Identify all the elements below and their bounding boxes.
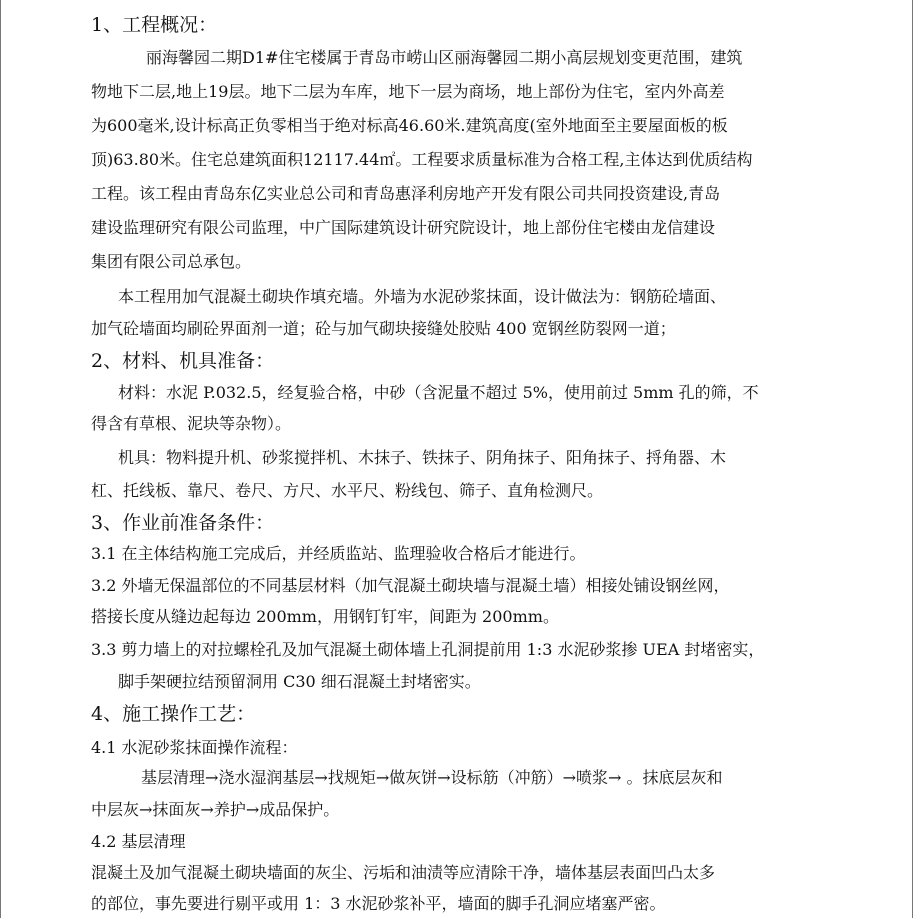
section-1-line-2: 物地下二层,地上19层。地下二层为车库，地下一层为商场，地上部份为住宅，室内外高差: [91, 82, 725, 101]
section-3-line-2: 3.2 外墙无保温部位的不同基层材料（加气混凝土砌块墙与混凝土墙）相接处铺设钢丝网，: [91, 576, 730, 595]
section-4-line-4: 4.2 基层清理: [91, 832, 186, 851]
section-1-line-7: 集团有限公司总承包。: [91, 252, 252, 271]
section-4-heading: 4、施工操作工艺：: [91, 703, 256, 725]
section-1-line-1: 丽海馨园二期D1#住宅楼属于青岛市崂山区丽海馨园二期小高层规划变更范围，建筑: [146, 48, 743, 67]
section-2-heading: 2、材料、机具准备：: [91, 350, 275, 372]
section-4-line-2: 基层清理→浇水湿润基层→找规矩→做灰饼→设标筋（冲筋）→喷浆→ 。抹底层灰和: [141, 768, 723, 787]
section-2-line-4: 杠、托线板、靠尺、卷尺、方尺、水平尺、粉线包、筛子、直角检测尺。: [91, 481, 604, 500]
section-1-line-9: 加气砼墙面均刷砼界面剂一道；砼与加气砌块接缝处胶贴 400 宽钢丝防裂网一道；: [91, 319, 676, 338]
section-1-line-4: 顶)63.80米。住宅总建筑面积12117.44㎡。工程要求质量标准为合格工程,主体达到优质结构: [91, 150, 753, 169]
section-4-line-5: 混凝土及加气混凝土砌块墙面的灰尘、污垢和油渍等应清除干净，墙体基层表面凹凸太多: [91, 863, 716, 882]
section-2-line-1: 材料：水泥 P.032.5，经复验合格，中砂（含泥量不超过 5%，使用前过 5mm 孔的筛，不: [118, 383, 759, 402]
section-1-line-8: 本工程用加气混凝土砌块作填充墙。外墙为水泥砂浆抹面，设计做法为：钢筋砼墙面、: [118, 287, 727, 306]
section-4-line-3: 中层灰→抹面灰→养护→成品保护。: [91, 800, 340, 819]
section-3-line-5: 脚手架硬拉结预留洞用 C30 细石混凝土封堵密实。: [118, 672, 481, 691]
section-1-line-3: 为600毫米,设计标高正负零相当于绝对标高46.60米.建筑高度(室外地面至主要屋面板的板: [91, 116, 728, 135]
section-3-line-3: 搭接长度从缝边起每边 200mm，用钢钉钉牢，间距为 200mm。: [91, 607, 559, 626]
section-3-line-4: 3.3 剪力墙上的对拉螺栓孔及加气混凝土砌体墙上孔洞提前用 1:3 水泥砂浆掺 UEA 封堵密实，: [91, 640, 765, 659]
section-2-line-2: 得含有草根、泥块等杂物）。: [91, 414, 292, 433]
section-1-heading: 1、工程概况：: [91, 14, 218, 36]
section-3-heading: 3、作业前准备条件：: [91, 512, 275, 534]
section-4-line-6: 的部位，事先要进行剔平或用 1：3 水泥砂浆补平，墙面的脚手孔洞应堵塞严密。: [91, 894, 666, 913]
section-3-line-1: 3.1 在主体结构施工完成后，并经质监站、监理验收合格后才能进行。: [91, 544, 586, 563]
section-1-line-6: 建设监理研究有限公司监理，中广国际建筑设计研究院设计，地上部份住宅楼由龙信建设: [91, 218, 716, 237]
section-2-line-3: 机具：物料提升机、砂浆搅拌机、木抹子、铁抹子、阴角抹子、阳角抹子、捋角器、木: [118, 448, 727, 467]
section-4-line-1: 4.1 水泥砂浆抹面操作流程：: [91, 738, 298, 757]
section-1-line-5: 工程。该工程由青岛东亿实业总公司和青岛惠泽利房地产开发有限公司共同投资建设,青岛: [91, 184, 721, 203]
